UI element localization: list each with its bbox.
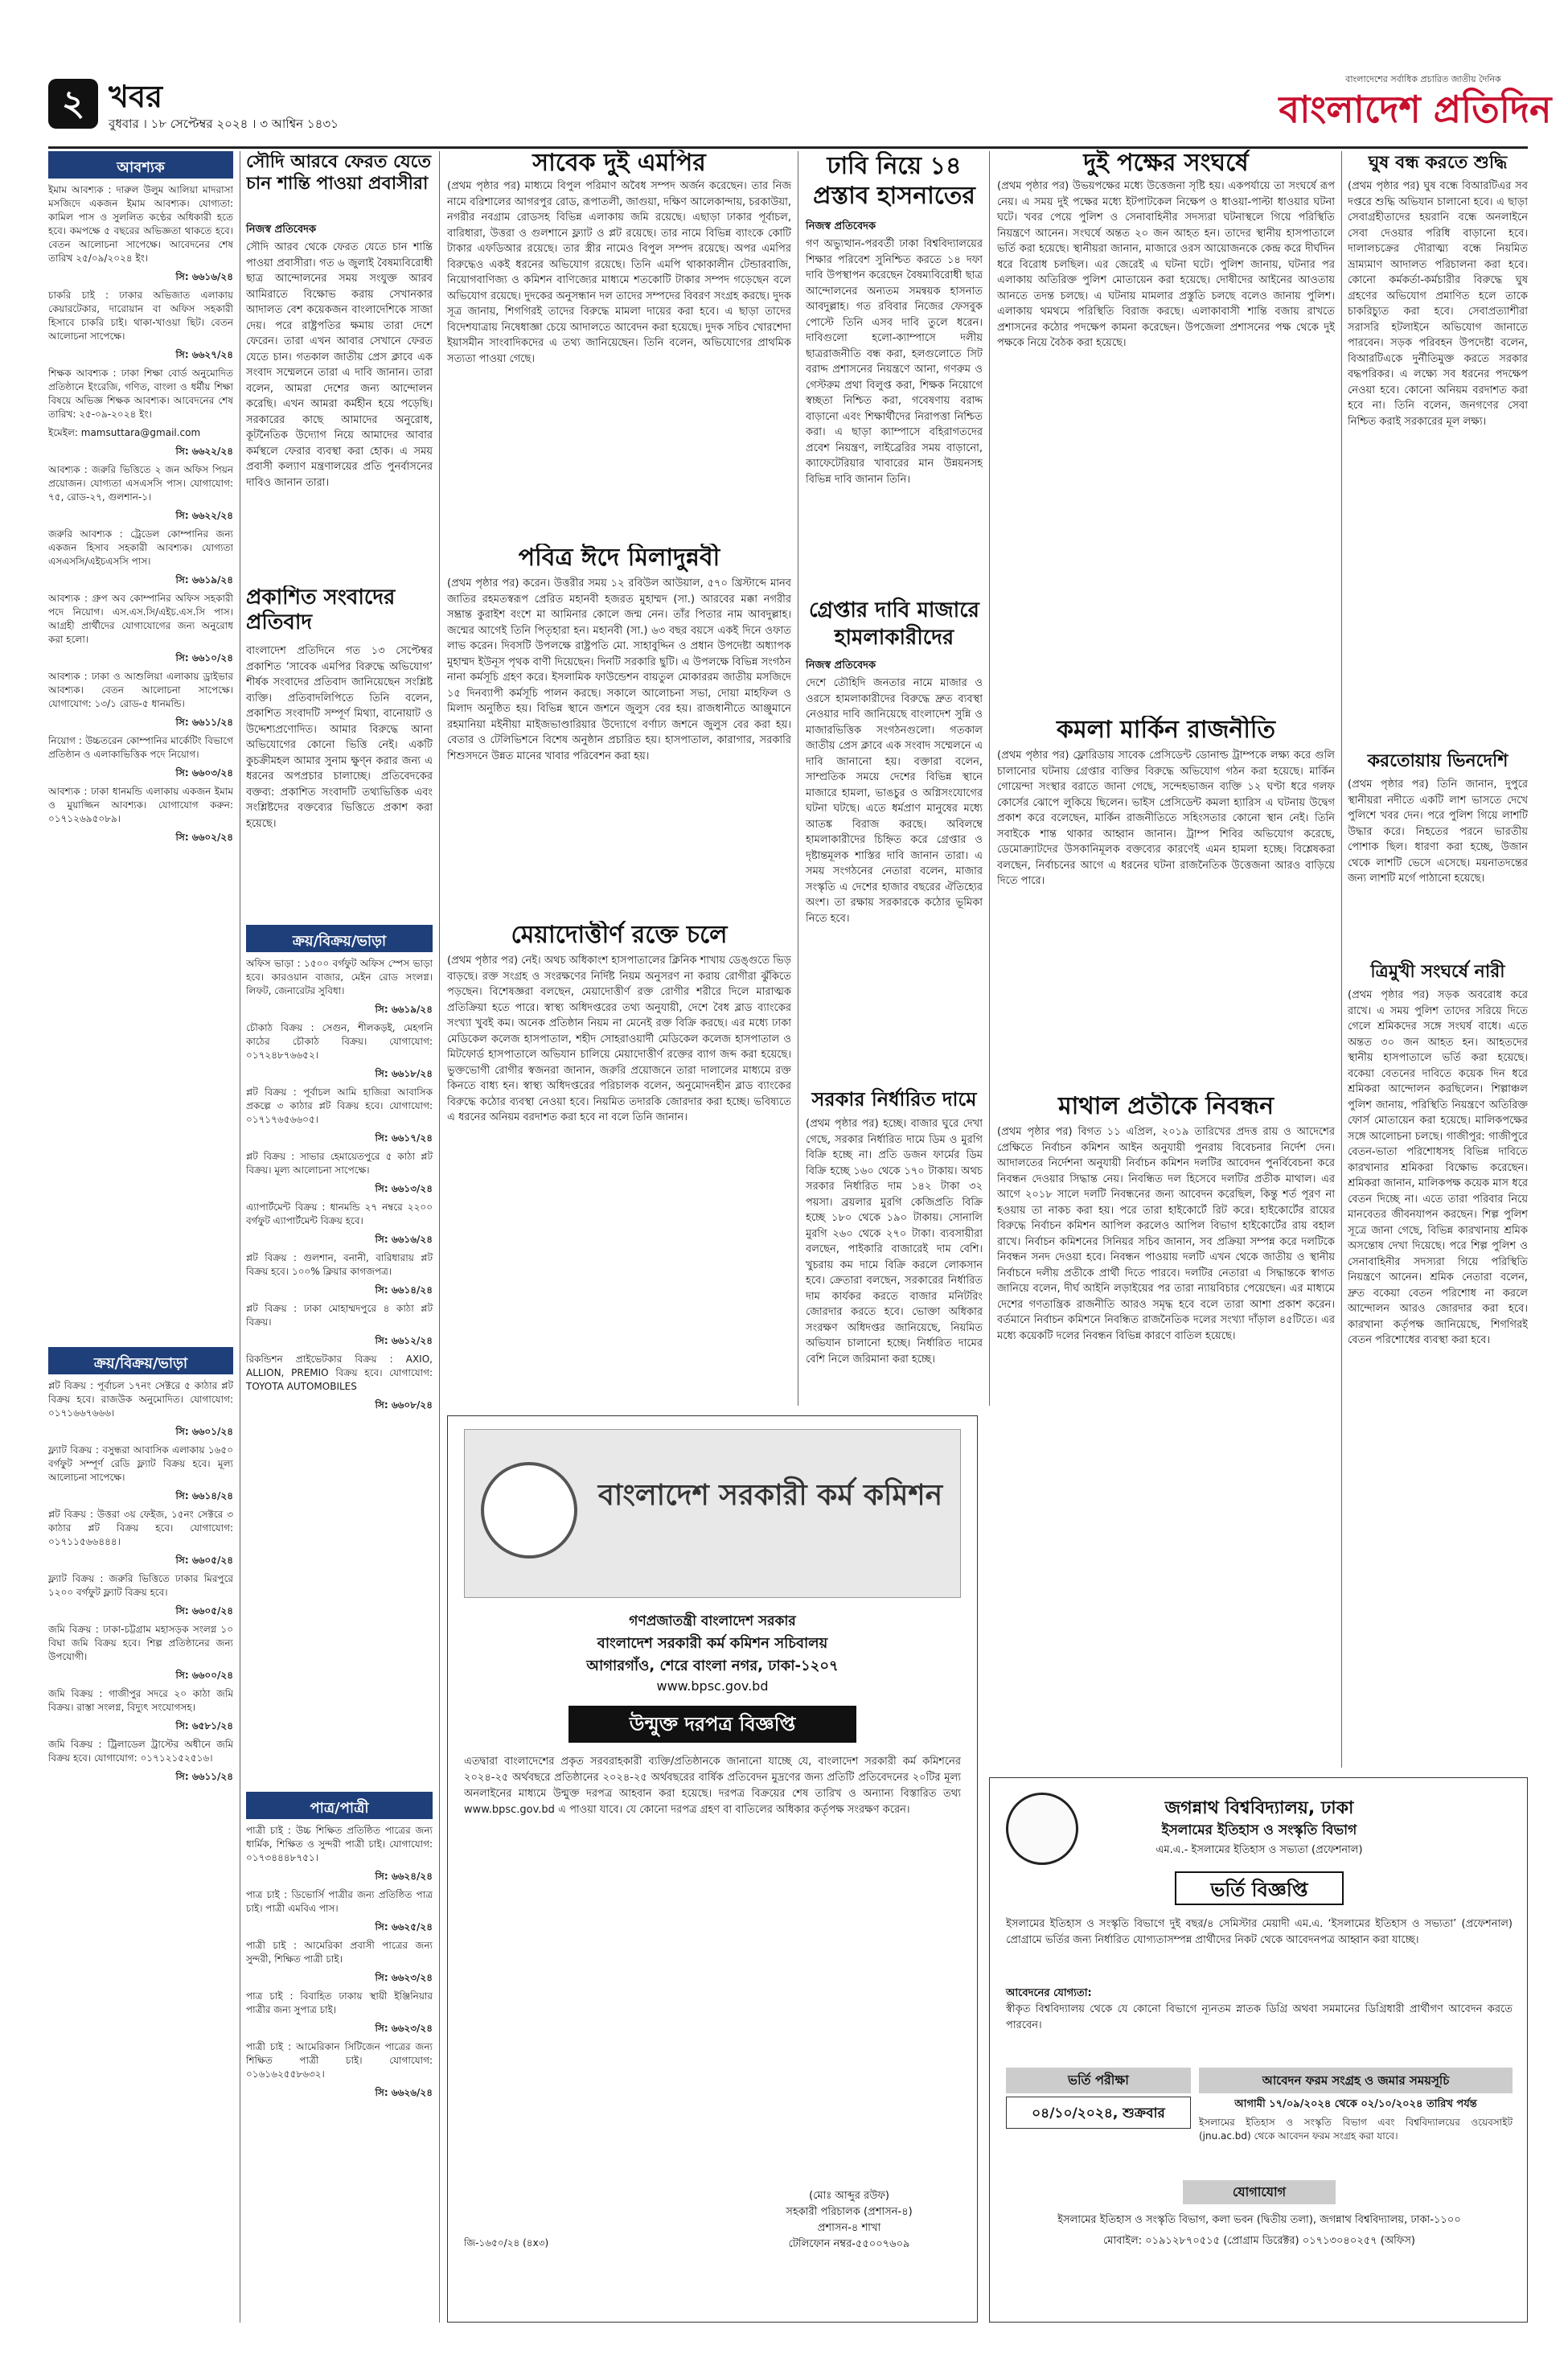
karatoa-headline: করতোয়ায় ভিনদেশি — [1367, 751, 1508, 771]
classified-item: সি: ৬৫৮১/২৪ — [175, 1720, 233, 1731]
classified-header-patro: পাত্র/পাত্রী — [246, 1792, 433, 1819]
classified-item: সি: ৬৬২৩/২৪ — [375, 1972, 433, 1983]
classified-item: সি: ৬৬১০/২৪ — [175, 652, 233, 663]
classified-item: ইমাম আবশ্যক : দারুল উলুম আলিয়া মাদরাসা মসজিদে একজন ইমাম আবশ্যক। যোগ্যতা: কামিল পাস ও সুললিত কণ্ঠের অধিকারী হতে হবে। কমপক্ষে ৫ বছরের অভিজ্ঞতা থাকতে হবে। বেতন আলোচনা সাপেক্ষে। আবেদনের শেষ তারিখ ২৫/০৯/২০২৪ ইং। — [48, 184, 233, 264]
demand14-headline: ঢাবি নিয়ে ১৪ প্রস্তাব হাসনাতের — [813, 152, 975, 210]
classified-item: সি: ৬৬১৯/২৪ — [175, 574, 233, 585]
bpsc-signature-name: (মোঃ আব্দুর রউফ) — [809, 2190, 889, 2202]
bpsc-name: বাংলাদেশ সরকারী কর্ম কমিশন সচিবালয় — [597, 1635, 828, 1652]
col-divider — [989, 151, 990, 1406]
classified-item: সি: ৬৬২৫/২৪ — [375, 1921, 433, 1932]
classified-item: সি: ৬৬১৩/২৪ — [375, 1183, 433, 1194]
classified-item: পাত্র চাই : বিবাহিত ঢাকায় স্থায়ী ইঞ্জিনিয়ার পাত্রীর জন্য সুপাত্র চাই। — [246, 1990, 433, 2015]
classified-item: পাত্রী চাই : উচ্চ শিক্ষিত প্রতিষ্ঠিত পাত্রের জন্য ধার্মিক, শিক্ষিত ও সুন্দরী পাত্রী চাই। যোগাযোগ: ০১৭৩৪৪৪৮৭৫১। — [246, 1825, 433, 1863]
classified-item: সি: ৬৬২৭/২৪ — [175, 349, 233, 360]
classified-item: প্লট বিক্রয় : পূর্বাচল ১৭নং সেক্টরে ৫ কাঠার প্লট বিক্রয় হবে। রাজউক অনুমোদিত। যোগাযোগ: ০১৭১৬৬৭৬৬৬। — [48, 1380, 233, 1419]
milad-body: (প্রথম পৃষ্ঠার পর) করেন। উত্তরীর সময় ১২ রবিউল আউয়াল, ৫৭০ খ্রিস্টাব্দে মানব জাতির রহমতস্বরূপ প্রেরিত মহানবী হজরত মুহাম্মদ (সা.) আরবের মক্কা নগরীর সম্ভ্রান্ত কুরাইশ বংশে মা আমিনার কোলে জন্ম নেন। তাঁর পিতার নাম আবদুল্লাহ। জন্মের আগেই তিনি পিতৃহারা হন। মহানবী (সা.) ৬৩ বছর বয়সে একই দিনে ওফাত লাভ করেন। দিবসটি উপলক্ষে রাষ্ট্রপতি মো. সাহাবুদ্দিন ও প্রধান উপদেষ্টা অধ্যাপক মুহাম্মদ ইউনূস পৃথক বাণী দিয়েছেন। দিনটি সরকারি ছুটি। এ উপলক্ষে বিভিন্ন সংগঠন নানা কর্মসূচি গ্রহণ করে। ইসলামিক ফাউন্ডেশন বায়তুল মোকাররম জাতীয় মসজিদে ১৫ দিনব্যাপী কর্মসূচি পালন করছে। সকালে আলোচনা সভা, দোয়া মাহফিল ও মিলাদ অনুষ্ঠিত হয়। বিভিন্ন স্থানে জশনে জুলুস বের হয়। রাজধানীতে আঞ্জুমানে রহমানিয়া মইনীয়া মাইজভাণ্ডারিয়ার উদ্যোগে বর্ণাঢ্য জশনে জুলুস বের করা হয়। বেতার ও টেলিভিশনে বিশেষ অনুষ্ঠান প্রচারিত হয়। হাসপাতাল, কারাগার, সরকারি শিশুসদনে উন্নত মানের খাবার পরিবেশন করা হয়। — [447, 577, 791, 762]
bpsc-address: আগারগাঁও, শেরে বাংলা নগর, ঢাকা-১২০৭ — [586, 1657, 839, 1674]
bpsc-phone: টেলিফোন নম্বর-৫৫০০৭৬০৯ — [788, 2238, 910, 2250]
classified-item: জমি বিক্রয় : ট্রিলাডেল ট্রাস্টের অধীনে জমি বিক্রয় হবে। যোগাযোগ: ০১৭১২১৫২৫১৬। — [48, 1739, 233, 1764]
classified-item: প্লট বিক্রয় : সাভার হেমায়েতপুরে ৫ কাঠা প্লট বিক্রয়। মূল্য আলোচনা সাপেক্ষে। — [246, 1151, 433, 1176]
jnu-advertisement — [989, 1777, 1528, 2323]
bpsc-notice-title: উন্মুক্ত দরপত্র বিজ্ঞপ্তি — [569, 1706, 856, 1743]
bpsc-logo-text: বাংলাদেশ সরকারী কর্ম কমিশন — [597, 1479, 943, 1512]
classified-item: সি: ৬৬১৭/২৪ — [375, 1132, 433, 1144]
classified-item: পাত্রী চাই : আমেরিকা প্রবাসী পাত্রের জন্য সুন্দরী, শিক্ষিত পাত্রী চাই। — [246, 1940, 433, 1965]
classified-item: আবশ্যক : জরুরি ভিত্তিতে ২ জন অফিস পিয়ন প্রয়োজন। যোগ্যতা এসএসসি পাস। যোগাযোগ: ৭৫, রোড-২৭, গুলশান-১। — [48, 464, 233, 503]
jnu-dept: ইসলামের ইতিহাস ও সংস্কৃতি বিভাগ — [1161, 1822, 1357, 1838]
bpsc-ad-code: জি-১৬৫০/২৪ (৪x৩) — [464, 2237, 549, 2249]
classified-item: চৌকাঠ বিক্রয় : সেগুন, শীলকড়ই, মেহগনি কাঠের চৌকাঠ বিক্রয়। যোগাযোগ: ০১৭২৪৮৭৬৬৫২। — [246, 1022, 433, 1061]
classified-item: সি: ৬৬২৪/২৪ — [375, 1871, 433, 1882]
classified-item: সি: ৬৬১৬/২৪ — [375, 1234, 433, 1245]
masthead-logo: বাংলাদেশ প্রতিদিন — [1279, 88, 1552, 131]
section-label: খবর — [109, 79, 163, 114]
classified-header-kroy-bikroy: ক্রয়/বিক্রয়/ভাড়া — [48, 1347, 233, 1374]
classified-item: সি: ৬৬১৪/২৪ — [375, 1284, 433, 1296]
classified-item: সি: ৬৬২৬/২৪ — [375, 2087, 433, 2098]
classified-item: সি: ৬৬১২/২৪ — [375, 1335, 433, 1346]
protibad-body: বাংলাদেশ প্রতিদিনে গত ১৩ সেপ্টেম্বর প্রকাশিত ‘সাবেক এমপির বিরুদ্ধে অভিযোগ’ শীর্ষক সংবাদের প্রতিবাদ জানিয়েছেন সংশ্লিষ্ট ব্যক্তি। প্রতিবাদলিপিতে তিনি বলেন, প্রকাশিত সংবাদটি সম্পূর্ণ মিথ্যা, বানোয়াট ও উদ্দেশ্যপ্রণোদিত। আমার বিরুদ্ধে আনা অভিযোগের কোনো ভিত্তি নেই। একটি কুচক্রীমহল আমার সুনাম ক্ষুণ্ন করার জন্য এ ধরনের অপপ্রচার চালাচ্ছে। প্রতিবেদকের বক্তব্য: প্রকাশিত সংবাদটি তথ্যভিত্তিক এবং সংশ্লিষ্টদের বক্তব্যের ভিত্তিতে প্রকাশ করা হয়েছে। — [246, 645, 433, 830]
masthead-tagline: বাংলাদেশের সর্বাধিক প্রচারিত জাতীয় দৈনিক — [1345, 74, 1501, 84]
bpsc-url[interactable]: www.bpsc.gov.bd — [656, 1678, 769, 1694]
emblem-headline: মাথাল প্রতীকে নিবন্ধন — [1057, 1092, 1275, 1120]
classified-item: জরুরি আবশ্যক : ট্রেডেল কোম্পানির জন্য একজন হিসাব সহকারী আবশ্যক। যোগ্যতা এসএসসি/এইচএসসি পাস। — [48, 528, 233, 567]
bpsc-gov: গণপ্রজাতন্ত্রী বাংলাদেশ সরকার — [629, 1613, 796, 1629]
classified-header-abossok: আবশ্যক — [48, 151, 233, 179]
dengue-body: (প্রথম পৃষ্ঠার পর) নেই। অথচ অধিকাংশ হাসপাতালের ক্লিনিক শাখায় ডেঙ্গুতে ভিড় বাড়ছে। রক্ত সংগ্রহ ও সংরক্ষণের নির্দিষ্ট নিয়ম অনুসরণ না করায় রোগীরা ঝুঁকিতে পড়ছেন। বিশেষজ্ঞরা বলছেন, মেয়াদোত্তীর্ণ রক্ত রোগীর শরীরে দিলে মারাত্মক প্রতিক্রিয়া হতে পারে। স্বাস্থ্য অধিদপ্তরের তথ্য অনুযায়ী, দেশে বৈধ ব্লাড ব্যাংকের সংখ্যা খুবই কম। অনেক প্রতিষ্ঠান নিয়ম না মেনেই রক্ত বিক্রি করছে। এর মধ্যে ঢাকা মেডিকেল কলেজ হাসপাতাল, শহীদ সোহরাওয়ার্দী মেডিকেল কলেজ হাসপাতাল ও মিটফোর্ড হাসপাতালে অভিযান চালিয়ে মেয়াদোত্তীর্ণ রক্তের ব্যাগ জব্দ করা হয়েছে। ভুক্তভোগী রোগীর স্বজনরা জানান, জরুরি প্রয়োজনে তারা দালালের মাধ্যমে রক্ত কিনতে বাধ্য হন। স্বাস্থ্য অধিদপ্তরের পরিচালক বলেন, অনুমোদনহীন ব্লাড ব্যাংকের বিরুদ্ধে কঠোর ব্যবস্থা নেওয়া হবে। নিয়মিত তদারকি জোরদার করা হচ্ছে। ভবিষ্যতে এ ধরনের অনিয়ম বরদাশত করা হবে না বলে তিনি জানান। — [447, 955, 791, 1123]
classified-list-abossok — [48, 183, 233, 1341]
classified-item: সি: ৬৬১৯/২৪ — [375, 1004, 433, 1015]
conflict-body: (প্রথম পৃষ্ঠার পর) উভয়পক্ষের মধ্যে উত্তেজনা সৃষ্টি হয়। একপর্যায়ে তা সংঘর্ষে রূপ নেয়। এ সময় দুই পক্ষের মধ্যে ইটপাটকেল নিক্ষেপ ও ধাওয়া-পাল্টা ধাওয়ার ঘটনা ঘটে। খবর পেয়ে পুলিশ ও সেনাবাহিনীর সদস্যরা ঘটনাস্থলে গিয়ে পরিস্থিতি নিয়ন্ত্রণে আনেন। সংঘর্ষে অন্তত ২০ জন আহত হন। তাদের স্থানীয় হাসপাতালে ভর্তি করা হয়েছে। স্থানীয়রা জানান, মাজারে ওরস আয়োজনকে কেন্দ্র করে দীর্ঘদিন ধরে বিরোধ চলছিল। এর জেরেই এ ঘটনা ঘটে। পুলিশ জানায়, ঘটনার পর এলাকায় অতিরিক্ত পুলিশ মোতায়েন করা হয়েছে। দোষীদের আইনের আওতায় আনতে তদন্ত চলছে। এ ঘটনায় মামলার প্রস্তুতি চলছে বলেও জানায় পুলিশ। এলাকায় থমথমে পরিস্থিতি বিরাজ করছে। এলাকাবাসী শান্তি বজায় রাখতে প্রশাসনের কঠোর পদক্ষেপ কামনা করেছেন। উপজেলা প্রশাসনের পক্ষ থেকে দুই পক্ষকে নিয়ে বৈঠক করা হয়েছে। — [997, 180, 1335, 349]
col-divider — [439, 151, 440, 2323]
mazar-body: দেশে তৌহিদি জনতার নামে মাজার ও ওরসে হামলাকারীদের বিরুদ্ধে দ্রুত ব্যবস্থা নেওয়ার দাবি জানিয়েছে বাংলাদেশ সুন্নি ও মাজারভিত্তিক সংগঠনগুলো। গতকাল জাতীয় প্রেস ক্লাবে এক সংবাদ সম্মেলনে এ দাবি জানানো হয়। বক্তারা বলেন, সাম্প্রতিক সময়ে দেশের বিভিন্ন স্থানে মাজারে হামলা, ভাঙচুর ও অগ্নিসংযোগের ঘটনা ঘটছে। এতে ধর্মপ্রাণ মানুষের মধ্যে আতঙ্ক বিরাজ করছে। অবিলম্বে হামলাকারীদের চিহ্নিত করে গ্রেপ্তার ও দৃষ্টান্তমূলক শাস্তির দাবি জানান তারা। এ সময় সংগঠনের নেতারা বলেন, মাজার সংস্কৃতি এ দেশের হাজার বছরের ঐতিহ্যের অংশ। তা রক্ষায় সরকারকে কঠোর ভূমিকা নিতে হবে। — [806, 677, 983, 925]
mp-body: (প্রথম পৃষ্ঠার পর) মাধ্যমে বিপুল পরিমাণ অবৈধ সম্পদ অর্জন করেছেন। তার নিজ নামে বরিশালের আগরপুর রোড, রূপাতলী, জাগুয়া, দক্ষিণ আলেকান্দায়, চরকাউয়া, নগরীর নবগ্রাম রোডসহ বিভিন্ন এলাকায় জমি রয়েছে। এছাড়া ঢাকার পূর্বাচল, বারিধারা, উত্তরা ও গুলশানে ফ্ল্যাট ও প্লট রয়েছে। তার নামে বিভিন্ন ব্যাংকে কোটি টাকার এফডিআর রয়েছে। তার স্ত্রীর নামেও বিপুল সম্পদ রয়েছে। অপর এমপির বিরুদ্ধেও একই ধরনের অভিযোগ রয়েছে। তিনি এমপি থাকাকালীন টেন্ডারবাজি, নিয়োগবাণিজ্য ও কমিশন বাণিজ্যের মাধ্যমে শতকোটি টাকার সম্পদ গড়েছেন বলে অভিযোগ রয়েছে। দুদকের অনুসন্ধান দল তাদের সম্পদের বিবরণ সংগ্রহ করছে। দুদক সূত্র জানায়, শিগগিরই তাদের বিরুদ্ধে মামলা দায়ের করা হবে। এ ছাড়া তাদের বিদেশযাত্রায় নিষেধাজ্ঞা চেয়ে আদালতে আবেদন করা হয়েছে। দুদক সচিব খোরশেদা ইয়াসমীন সাংবাদিকদের এ তথ্য জানিয়েছেন। তিনি বলেন, অভিযোগের প্রাথমিক সত্যতা পাওয়া গেছে। — [447, 180, 791, 365]
classified-item: সি: ৬৬০২/২৪ — [175, 832, 233, 843]
jnu-phone: মোবাইল: ০১৯১২৮৭০৫১৫ (প্রোগ্রাম ডিরেক্টর) ০১৭১৩০৪০২৫৭ (অফিস) — [1102, 2235, 1415, 2247]
demand14-byline: নিজস্ব প্রতিবেদক — [806, 220, 876, 232]
mp-headline: সাবেক দুই এমপির — [532, 150, 706, 177]
bribe-headline: ঘুষ বন্ধ করতে শুদ্ধি — [1368, 153, 1508, 173]
bpsc-emblem-icon — [481, 1462, 577, 1559]
classified-item: ইমেইল: mamsuttara@gmail.com — [48, 427, 201, 438]
classified-item: সি: ৬৬০০/২৪ — [175, 1670, 233, 1681]
classified-item: প্লট বিক্রয় : উত্তরা ৩য় ফেইজ, ১৫নং সেক্টরে ৩ কাঠার প্লট বিক্রয় হবে। যোগাযোগ: ০১৭১১৫৬৬৪৪৪। — [48, 1509, 233, 1547]
jnu-apply-where: ইসলামের ইতিহাস ও সংস্কৃতি বিভাগ এবং বিশ্ববিদ্যালয়ের ওয়েবসাইট (jnu.ac.bd) থেকে আবেদন ফরম সংগ্রহ করা যাবে। — [1199, 2117, 1513, 2142]
protibad-headline: প্রকাশিত সংবাদের প্রতিবাদ — [246, 585, 396, 635]
classified-item: সি: ৬৬১৪/২৪ — [175, 1490, 233, 1501]
col-divider — [1341, 151, 1342, 1768]
classified-item: প্লট বিক্রয় : গুলশান, বনানী, বারিধারায় প্লট বিক্রয় হবে। ১০০% ক্লিয়ার কাগজপত্র। — [246, 1252, 433, 1277]
classified-item: সি: ৬৬১১/২৪ — [175, 1771, 233, 1782]
classified-item: এ্যাপার্টমেন্ট বিক্রয় : ধানমন্ডি ২৭ নম্বরে ২২০০ বর্গফুট এ্যাপার্টমেন্ট বিক্রয় হবে। — [246, 1201, 433, 1226]
mazar-headline: গ্রেপ্তার দাবি মাজারে হামলাকারীদের — [809, 598, 979, 650]
jnu-logo-icon — [1006, 1793, 1078, 1865]
price-headline: সরকার নির্ধারিত দামে — [811, 1088, 977, 1111]
emblem-body: (প্রথম পৃষ্ঠার পর) বিগত ১১ এপ্রিল, ২০১৯ তারিখের প্রদত্ত রায় ও আদেশের প্রেক্ষিতে নির্বাচন কমিশন আইন অনুযায়ী পুনরায় বিবেচনার নির্দেশ দেন। আদালতের নির্দেশনা অনুযায়ী নির্বাচন কমিশন দলটির আবেদন পুনর্বিবেচনা করে নিবন্ধন দেওয়ার সিদ্ধান্ত নেয়। নিবন্ধিত দল হিসেবে দলটির প্রতীক মাথাল। এর আগে ২০১৮ সালে দলটি নিবন্ধনের জন্য আবেদন করেছিল, কিন্তু শর্ত পূরণ না হওয়ায় তা নাকচ করা হয়। পরে তারা হাইকোর্টে রিট করে। হাইকোর্টের রায়ের বিরুদ্ধে নির্বাচন কমিশন আপিল করলেও আপিল বিভাগ হাইকোর্টের রায় বহাল রাখে। নির্বাচন কমিশনের সিনিয়র সচিব জানান, সব প্রক্রিয়া সম্পন্ন করে দলটিকে নিবন্ধন সনদ দেওয়া হবে। নিবন্ধন পাওয়ায় দলটি এখন থেকে জাতীয় ও স্থানীয় নির্বাচনে দলীয় প্রতীকে প্রার্থী দিতে পারবে। দলটির নেতারা এ সিদ্ধান্তকে স্বাগত জানিয়ে বলেন, দীর্ঘ আইনি লড়াইয়ের পর তারা ন্যায়বিচার পেয়েছেন। এর মাধ্যমে দেশের গণতান্ত্রিক রাজনীতি আরও সমৃদ্ধ হবে বলে তারা আশা প্রকাশ করেন। বর্তমানে নির্বাচন কমিশনে নিবন্ধিত রাজনৈতিক দলের সংখ্যা দাঁড়াল ৪৫টিতে। এর মধ্যে কয়েকটি দলের নিবন্ধন বিভিন্ন কারণে বাতিল হয়েছে। — [997, 1126, 1335, 1342]
page-date: বুধবার । ১৮ সেপ্টেম্বর ২০২৪ । ৩ আশ্বিন ১৪৩১ — [109, 117, 339, 131]
jnu-intro: ইসলামের ইতিহাস ও সংস্কৃতি বিভাগে দুই বছর/৪ সেমিস্টার মেয়াদী এম.এ. ‘ইসলামের ইতিহাস ও সভ্যতা’ (প্রফেশনাল) প্রোগ্রামে ভর্তির জন্য নির্ধারিত যোগ্যতাসম্পন্ন প্রার্থীদের নিকট থেকে আবেদনপত্র আহ্বান করা যাচ্ছে। — [1006, 1918, 1513, 1946]
classified-item: অফিস ভাড়া : ১৫০০ বর্গফুট অফিস স্পেস ভাড়া হবে। কারওয়ান বাজার, মেইন রোড সংলগ্ন। লিফট, জেনারেটর সুবিধা। — [246, 958, 433, 996]
classified-item: আবশ্যক : গ্রুপ অব কোম্পানির অফিস সহকারী পদে নিয়োগ। এস.এস.সি/এইচ.এস.সি পাস। আগ্রহী প্রার্থীদের যোগাযোগের জন্য অনুরোধ করা হলো। — [48, 593, 233, 645]
classified-list-kroy-bikroy — [48, 1379, 233, 2320]
classified-item: জমি বিক্রয় : ঢাকা-চট্টগ্রাম মহাসড়ক সংলগ্ন ১০ বিঘা জমি বিক্রয় হবে। শিল্প প্রতিষ্ঠানের জন্য উপযোগী। — [48, 1624, 233, 1662]
bpsc-logo-banner — [464, 1429, 961, 1598]
bpsc-signature-title: সহকারী পরিচালক (প্রশাসন-৪) — [786, 2206, 913, 2218]
classified-item: সি: ৬৬০৫/২৪ — [175, 1605, 233, 1616]
classified-item: সি: ৬৬২২/২৪ — [175, 446, 233, 457]
jnu-notice-title: ভর্তি বিজ্ঞপ্তি — [1175, 1871, 1344, 1905]
jnu-eligibility-label: আবেদনের যোগ্যতা: — [1006, 1987, 1092, 1999]
classified-item: সি: ৬৬১১/২৪ — [175, 717, 233, 728]
bpsc-signature-office: প্রশাসন-৪ শাখা — [817, 2222, 881, 2234]
jnu-program: এম.এ.- ইসলামের ইতিহাস ও সভ্যতা (প্রফেশনাল) — [1155, 1844, 1363, 1856]
classified-item: সি: ৬৬০৮/২৪ — [375, 1399, 433, 1411]
classified-item: আবশ্যক : ঢাকা ধানমন্ডি এলাকায় একজন ইমাম ও মুয়াজ্জিন আবশ্যক। যোগাযোগ করুন: ০১৭১২৬৯৫০৮৯। — [48, 786, 233, 824]
classified-list-col2 — [246, 957, 433, 1785]
saudi-body: সৌদি আরব থেকে ফেরত যেতে চান শান্তি পাওয়া প্রবাসীরা। গত ৬ জুলাই বৈষম্যবিরোধী ছাত্র আন্দোলনের সময় সংযুক্ত আরব আমিরাতে বিক্ষোভ করায় সেখানকার আদালত বেশ কয়েকজন বাংলাদেশিকে সাজা দেয়। পরে রাষ্ট্রপতির ক্ষমায় তারা দেশে ফেরেন। তারা এখন আবার সেখানে ফেরত যেতে চান। গতকাল জাতীয় প্রেস ক্লাবে এক সংবাদ সম্মেলনে তারা এ দাবি জানান। তারা বলেন, আমরা দেশের জন্য আন্দোলন করেছি। এখন আমরা কর্মহীন হয়ে পড়েছি। সরকারের কাছে আমাদের অনুরোধ, কূটনৈতিক উদ্যোগ নিয়ে আমাদের আবার কর্মস্থলে ফেরার ব্যবস্থা করা হোক। এ সময় প্রবাসী কল্যাণ মন্ত্রণালয়ের প্রতি পুনর্বাসনের দাবিও জানান তারা। — [246, 241, 433, 489]
kamala-headline: কমলা মার্কিন রাজনীতি — [1056, 716, 1276, 744]
jnu-contact-label: যোগাযোগ — [1183, 2180, 1336, 2204]
classified-item: সি: ৬৬১৮/২৪ — [375, 1068, 433, 1079]
classified-item: চাকরি চাই : ঢাকার অভিজাত এলাকায় কেয়ারটেকার, দারোয়ান বা অফিস সহকারী হিসাবে চাকরি চাই। থাকা-খাওয়া ছিট। বেতন আলোচনা সাপেক্ষে। — [48, 290, 233, 342]
classified-item: সি: ৬৬০৫/২৪ — [175, 1555, 233, 1566]
classified-item: শিক্ষক আবশ্যক : ঢাকা শিক্ষা বোর্ড অনুমোদিত প্রতিষ্ঠানে ইংরেজি, গণিত, বাংলা ও ধর্মীয় শিক্ষা বিষয়ে অভিজ্ঞ শিক্ষক আবশ্যক। আবেদনের শেষ তারিখ: ২৫-০৯-২০২৪ ইং। — [48, 368, 233, 420]
header-rule — [48, 146, 1528, 149]
karatoa-body: (প্রথম পৃষ্ঠার পর) তিনি জানান, দুপুরে স্থানীয়রা নদীতে একটি লাশ ভাসতে দেখে পুলিশে খবর দেন। পরে পুলিশ গিয়ে লাশটি উদ্ধার করে। নিহতের পরনে ভারতীয় পোশাক ছিল। ধারণা করা হচ্ছে, উজান থেকে লাশটি ভেসে এসেছে। ময়নাতদন্তের জন্য লাশটি মর্গে পাঠানো হয়েছে। — [1348, 778, 1528, 885]
classified-header-col2: ক্রয়/বিক্রয়/ভাড়া — [246, 925, 433, 952]
mazar-byline: নিজস্ব প্রতিবেদক — [806, 659, 876, 672]
classified-item: সি: ৬৬১৬/২৪ — [175, 271, 233, 282]
saudi-byline: নিজস্ব প্রতিবেদক — [246, 224, 317, 236]
classified-item: সি: ৬৬০১/২৪ — [175, 1426, 233, 1437]
bribe-body: (প্রথম পৃষ্ঠার পর) ঘুষ বন্ধে বিআরটিএর সব দপ্তরে শুদ্ধি অভিযান চালানো হবে। এ ছাড়া সেবাগ্রহীতাদের হয়রানি বন্ধে অনলাইনে সেবা দেওয়ার পরিধি বাড়ানো হবে। দালালচক্রের দৌরাত্ম্য বন্ধে নিয়মিত ভ্রাম্যমাণ আদালত পরিচালনা করা হবে। কোনো কর্মকর্তা-কর্মচারীর বিরুদ্ধে ঘুষ গ্রহণের অভিযোগ প্রমাণিত হলে তাকে চাকরিচ্যুত করা হবে। সেবাপ্রত্যাশীরা সরাসরি হটলাইনে অভিযোগ জানাতে পারবেন। সড়ক পরিবহন উপদেষ্টা বলেন, বিআরটিএকে দুর্নীতিমুক্ত করতে সরকার বদ্ধপরিকর। এ লক্ষ্যে সব ধরনের পদক্ষেপ নেওয়া হবে। কোনো অনিয়ম বরদাশত করা হবে না। তিনি বলেন, জনগণের সেবা নিশ্চিত করাই সরকারের মূল লক্ষ্য। — [1348, 180, 1528, 428]
classified-item: পাত্র চাই : ডিভোর্সি পাত্রীর জন্য প্রতিষ্ঠিত পাত্র চাই। পাত্রী এমবিএ পাস। — [246, 1889, 433, 1914]
classified-item: সি: ৬৬০৩/২৪ — [175, 767, 233, 778]
saudi-headline: সৌদি আরবে ফেরত যেতে চান শান্তি পাওয়া প্রবাসীরা — [246, 152, 431, 194]
jnu-univ: জগন্নাথ বিশ্ববিদ্যালয়, ঢাকা — [1164, 1798, 1354, 1818]
jnu-apply-label: আবেদন ফরম সংগ্রহ ও জমার সময়সূচি — [1199, 2068, 1513, 2093]
tripura-body: (প্রথম পৃষ্ঠার পর) সড়ক অবরোধ করে রাখে। এ সময় পুলিশ তাদের সরিয়ে দিতে গেলে শ্রমিকদের সঙ্গে সংঘর্ষ বাধে। এতে অন্তত ৩০ জন আহত হন। আহতদের স্থানীয় হাসপাতালে ভর্তি করা হয়েছে। বকেয়া বেতনের দাবিতে কয়েক দিন ধরে শ্রমিকরা আন্দোলন করছিলেন। শিল্পাঞ্চল পুলিশ জানায়, পরিস্থিতি নিয়ন্ত্রণে অতিরিক্ত ফোর্স মোতায়েন করা হয়েছে। মালিকপক্ষের সঙ্গে আলোচনা চলছে। গাজীপুর: গাজীপুরে বেতন-ভাতা পরিশোধসহ বিভিন্ন দাবিতে কারখানার শ্রমিকরা বিক্ষোভ করেছেন। শ্রমিকরা জানান, মালিকপক্ষ কয়েক মাস ধরে বেতন দিচ্ছে না। এতে তারা পরিবার নিয়ে মানবেতর জীবনযাপন করছেন। শিল্প পুলিশ সূত্রে জানা গেছে, বিভিন্ন কারখানায় শ্রমিক অসন্তোষ দেখা দিয়েছে। পরে শিল্প পুলিশ ও সেনাবাহিনীর সদস্যরা গিয়ে পরিস্থিতি নিয়ন্ত্রণে আনেন। শ্রমিক নেতারা বলেন, দ্রুত বকেয়া বেতন পরিশোধ না করলে আন্দোলন আরও জোরদার করা হবে। কারখানা কর্তৃপক্ষ জানিয়েছে, শিগগিরই বেতন পরিশোধের ব্যবস্থা করা হবে। — [1348, 989, 1528, 1346]
page-header — [48, 72, 1552, 143]
jnu-eligibility: স্বীকৃত বিশ্ববিদ্যালয় থেকে যে কোনো বিভাগে ন্যূনতম স্নাতক ডিগ্রি অথবা সমমানের ডিগ্রিধারী প্রার্থীগণ আবেদন করতে পারবেন। — [1006, 2003, 1513, 2031]
jnu-exam-date: ০৪/১০/২০২৪, শুক্রবার — [1006, 2097, 1191, 2129]
page-number-badge: ২ — [48, 79, 98, 129]
classified-item: প্লট বিক্রয় : পূর্বাচল আমি হাজিরা আবাসিক প্রকল্পে ৩ কাঠার প্লট বিক্রয় হবে। যোগাযোগ: ০১৭১৭৬৫৬৬০৫। — [246, 1086, 433, 1125]
classified-item: সি: ৬৬২২/২৪ — [175, 510, 233, 521]
classified-item: প্লট বিক্রয় : ঢাকা মোহাম্মদপুরে ৪ কাঠা প্লট বিক্রয়। — [246, 1303, 433, 1328]
classified-item: ফ্ল্যাট বিক্রয় : জরুরি ভিত্তিতে ঢাকার মিরপুরে ১২০০ বর্গফুট ফ্ল্যাট বিক্রয় হবে। — [48, 1573, 233, 1598]
milad-headline: পবিত্র ঈদে মিলাদুন্নবী — [518, 544, 720, 572]
classified-list-patro — [246, 1824, 433, 2323]
price-body: (প্রথম পৃষ্ঠার পর) হচ্ছে। বাজার ঘুরে দেখা গেছে, সরকার নির্ধারিত দামে ডিম ও মুরগি বিক্রি হচ্ছে না। প্রতি ডজন ফার্মের ডিম বিক্রি হচ্ছে ১৬০ থেকে ১৭০ টাকায়। অথচ সরকার নির্ধারিত দাম ১৪২ টাকা ৩২ পয়সা। ব্রয়লার মুরগি কেজিপ্রতি বিক্রি হচ্ছে ১৮০ থেকে ১৯০ টাকায়। সোনালি মুরগি ২৬০ থেকে ২৭০ টাকা। ব্যবসায়ীরা বলছেন, পাইকারি বাজারেই দাম বেশি। খুচরায় কম দামে বিক্রি করলে লোকসান হবে। ক্রেতারা বলছেন, সরকারের নির্ধারিত দাম কার্যকর করতে বাজার মনিটরিং জোরদার করতে হবে। ভোক্তা অধিকার সংরক্ষণ অধিদপ্তর জানিয়েছে, নিয়মিত অভিযান চালানো হচ্ছে। নির্ধারিত দামের বেশি নিলে জরিমানা করা হচ্ছে। — [806, 1118, 983, 1366]
classified-item: জমি বিক্রয় : গাজীপুর সদরে ২০ কাঠা জমি বিক্রয়। রাস্তা সংলগ্ন, বিদ্যুৎ সংযোগসহ। — [48, 1688, 233, 1713]
dengue-headline: মেয়াদোত্তীর্ণ রক্তে চলে — [511, 921, 728, 949]
classified-item: নিয়োগ : উচ্চতরেন কোম্পানির মার্কেটিং বিভাগে প্রতিষ্ঠান ও এলাকাভিত্তিক পদে নিয়োগ। — [48, 735, 233, 760]
conflict-headline: দুই পক্ষের সংঘর্ষে — [1083, 150, 1249, 177]
classified-item: ফ্ল্যাট বিক্রয় : বসুন্ধরা আবাসিক এলাকায় ১৬৫০ বর্গফুট সম্পূর্ণ রেডি ফ্ল্যাট বিক্রয় হবে। মূল্য আলোচনা সাপেক্ষে। — [48, 1444, 233, 1483]
kamala-body: (প্রথম পৃষ্ঠার পর) ফ্লোরিডায় সাবেক প্রেসিডেন্ট ডোনাল্ড ট্রাম্পকে লক্ষ্য করে গুলি চালানোর ঘটনায় গ্রেপ্তার ব্যক্তির বিরুদ্ধে অভিযোগ গঠন করা হয়েছে। মার্কিন গোয়েন্দা সংস্থার বরাতে জানা গেছে, সন্দেহভাজন ব্যক্তি ১২ ঘণ্টা ধরে গলফ কোর্সের ঝোপে লুকিয়ে ছিলেন। ভাইস প্রেসিডেন্ট কমলা হ্যারিস এ ঘটনায় উদ্বেগ প্রকাশ করে বলেছেন, মার্কিন রাজনীতিতে সহিংসতার কোনো স্থান নেই। তিনি সবাইকে শান্ত থাকার আহ্বান জানান। ট্রাম্প শিবির অভিযোগ করেছে, ডেমোক্র্যাটদের উসকানিমূলক বক্তব্যের কারণেই এমন হামলা হচ্ছে। বিশ্লেষকরা বলছেন, নির্বাচনের আগে এ ধরনের ঘটনা রাজনৈতিক উত্তেজনা আরও বাড়িয়ে দিতে পারে। — [997, 750, 1335, 887]
classified-item: সি: ৬৬২৩/২৪ — [375, 2023, 433, 2034]
bpsc-advertisement — [447, 1415, 978, 2323]
jnu-apply-date: আগামী ১৭/০৯/২০২৪ থেকে ০২/১০/২০২৪ তারিখ পর্যন্ত — [1234, 2098, 1477, 2110]
classified-item: রিকন্ডিশন প্রাইভেটকার বিক্রয় : AXIO, ALLION, PREMIO বিক্রয় হবে। যোগাযোগ: TOYOTA AUTOMOBILES — [246, 1353, 433, 1392]
jnu-exam-label: ভর্তি পরীক্ষা — [1006, 2068, 1191, 2093]
demand14-body: গণ অভ্যুত্থান-পরবর্তী ঢাকা বিশ্ববিদ্যালয়ের শিক্ষার পরিবেশ সুনিশ্চিত করতে ১৪ দফা দাবি উপস্থাপন করেছেন বৈষম্যবিরোধী ছাত্র আন্দোলনের অন্যতম সমন্বয়ক হাসনাত আবদুল্লাহ। গত রবিবার নিজের ফেসবুক পোস্টে তিনি এসব দাবি তুলে ধরেন। দাবিগুলো হলো-ক্যাম্পাসে দলীয় ছাত্ররাজনীতি বন্ধ করা, হলগুলোতে সিট বরাদ্দ প্রশাসনের নিয়ন্ত্রণে আনা, গণরুম ও গেস্টরুম প্রথা বিলুপ্ত করা, শিক্ষক নিয়োগে স্বচ্ছতা নিশ্চিত করা, গবেষণায় বরাদ্দ বাড়ানো এবং শিক্ষার্থীদের নিরাপত্তা নিশ্চিত করা। এ ছাড়া ক্যাম্পাসে বহিরাগতদের প্রবেশ নিয়ন্ত্রণ, লাইব্রেরির সময় বাড়ানো, ক্যাফেটেরিয়ার খাবারের মান উন্নয়নসহ বিভিন্ন দাবি জানান তিনি। — [806, 238, 983, 486]
classified-item: পাত্রী চাই : আমেরিকান সিটিজেন পাত্রের জন্য শিক্ষিত পাত্রী চাই। যোগাযোগ: ০১৬১৬২৫৫৮৬৩২। — [246, 2041, 433, 2080]
jnu-contact: ইসলামের ইতিহাস ও সংস্কৃতি বিভাগ, কলা ভবন (দ্বিতীয় তলা), জগন্নাথ বিশ্ববিদ্যালয়, ঢাকা-১১০০ — [1057, 2214, 1461, 2226]
bpsc-body: এতদ্বারা বাংলাদেশের প্রকৃত সরবরাহকারী ব্যক্তি/প্রতিষ্ঠানকে জানানো যাচ্ছে যে, বাংলাদেশ সরকারী কর্ম কমিশনের ২০২৪-২৫ অর্থবছরে প্রতিষ্ঠানের ২০২৪-২৫ অর্থবছরের বার্ষিক প্রতিবেদন মুদ্রণের জন্য প্রতিটি প্রতিবেদনের ২০টির মূল্য অনলাইনের মাধ্যমে উন্মুক্ত দরপত্র আহবান করা হয়েছে। দরপত্র বিক্রয়ের শেষ তারিখ ও অন্যান্য বিস্তারিত তথ্য www.bpsc.gov.bd এ পাওয়া যাবে। যে কোনো দরপত্র গ্রহণ বা বাতিলের অধিকার কর্তৃপক্ষ সংরক্ষণ করেন। — [464, 1756, 961, 1816]
tripura-headline: ত্রিমুখী সংঘর্ষে নারী — [1370, 962, 1505, 982]
classified-item: আবশ্যক : ঢাকা ও আশুলিয়া এলাকায় ড্রাইভার আবশ্যক। বেতন আলোচনা সাপেক্ষে। যোগাযোগ: ১৩/১ রোড-৫ ধানমন্ডি। — [48, 671, 233, 709]
